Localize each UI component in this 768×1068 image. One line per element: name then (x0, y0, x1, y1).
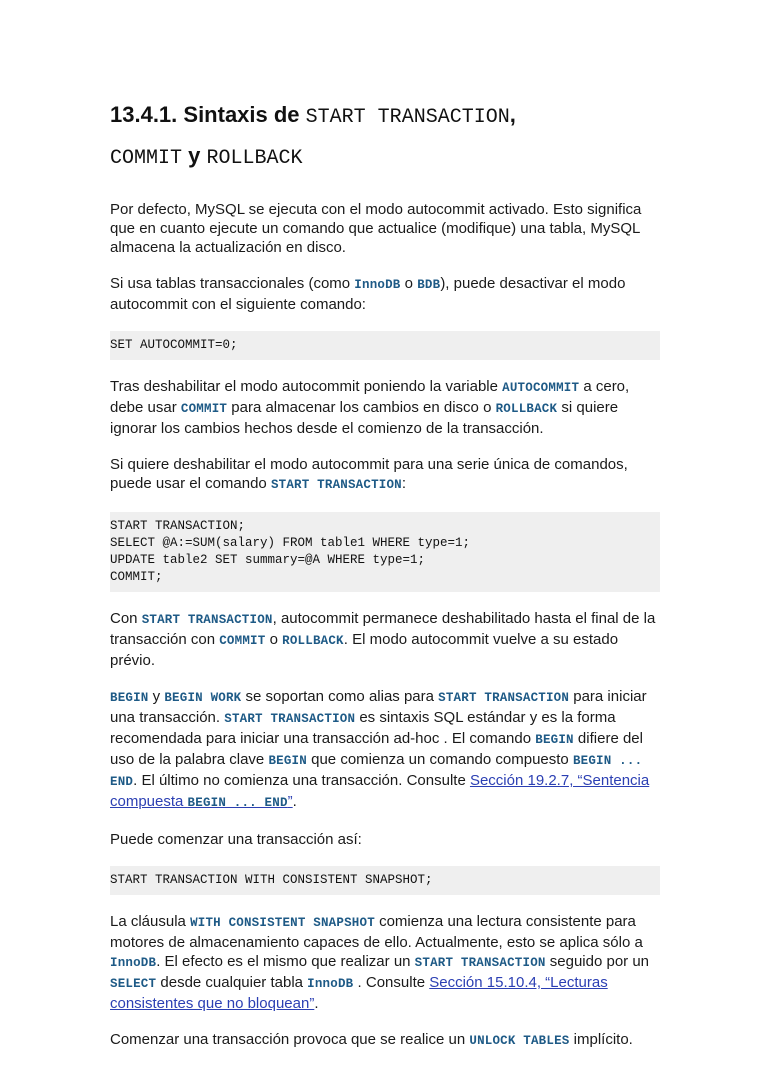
text: seguido por un (545, 953, 650, 970)
text: o (265, 631, 283, 648)
text: Si quiere deshabilitar el modo autocommit para una serie única de comandos, puede usar el comando (110, 456, 628, 492)
link-inline-code: BEGIN ... END (187, 796, 288, 810)
text: comienza una lectura consistente para motores de almacenamiento capaces de ello. Actualmente, esto se aplica sólo a (110, 913, 643, 951)
text: Comenzar una transacción provoca que se realice un (110, 1031, 470, 1048)
paragraph-consistent-snapshot (110, 912, 660, 1013)
link-consistent-reads[interactable]: Sección 15.10.4, “Lecturas consistentes que no bloquean” (110, 974, 608, 1012)
text: Tras deshabilitar el modo autocommit poniendo la variable (110, 378, 503, 395)
paragraph-start-how: Puede comenzar una transacción así: (110, 831, 362, 848)
paragraph-transactional-tables (110, 274, 660, 314)
inline-code: BEGIN (535, 733, 574, 747)
inline-code: COMMIT (219, 634, 266, 648)
heading-separator: y (182, 143, 207, 168)
inline-code: START TRANSACTION (141, 613, 273, 627)
text: , autocommit permanece deshabilitado hasta el final de la transacción con (110, 610, 656, 648)
paragraph-autocommit-disabled (110, 609, 660, 670)
inline-code: AUTOCOMMIT (502, 381, 580, 395)
section-heading (110, 96, 660, 178)
inline-code: InnoDB (110, 956, 157, 970)
text: y (148, 688, 165, 705)
inline-code: START TRANSACTION (414, 956, 546, 970)
inline-code: BDB (417, 278, 441, 292)
text: ), puede desactivar el modo autocommit con el siguiente comando: (110, 275, 626, 313)
text: La cláusula (110, 913, 191, 930)
paragraph-disable-autocommit (110, 377, 660, 438)
paragraph-unlock-tables (110, 1030, 660, 1051)
inline-code: BEGIN (268, 754, 307, 768)
inline-code: ROLLBACK (282, 634, 344, 648)
text: . (292, 793, 297, 810)
inline-code: START TRANSACTION (270, 478, 402, 492)
heading-code-commit: COMMIT (110, 147, 183, 170)
text: si quiere ignorar los cambios hechos desde el comienzo de la transacción. (110, 399, 619, 437)
text: . El efecto es el mismo que realizar un (156, 953, 415, 970)
text: . El último no comienza una transacción. Consulte (133, 772, 470, 789)
inline-code: UNLOCK TABLES (469, 1034, 570, 1048)
inline-code: WITH CONSISTENT SNAPSHOT (190, 916, 375, 930)
text: para almacenar los cambios en disco o (227, 399, 496, 416)
text: desde cualquier tabla (156, 974, 308, 991)
inline-code: ROLLBACK (495, 402, 558, 416)
code-block-consistent-snapshot: START TRANSACTION WITH CONSISTENT SNAPSHOT; (110, 866, 660, 895)
text: Con (110, 610, 142, 627)
inline-code: COMMIT (180, 402, 228, 416)
paragraph-autocommit-default: Por defecto, MySQL se ejecuta con el modo autocommit activado. Esto significa que en cuanto ejecute un comando que actualice (modifique) una tabla, MySQL almacena la actualización en disco. (110, 201, 642, 256)
link-text: Sección 19.2.7, “Sentencia compuesta (110, 772, 650, 810)
code-block-set-autocommit: SET AUTOCOMMIT=0; (110, 331, 660, 360)
document-content (110, 96, 660, 1068)
text: a cero, debe usar (110, 378, 630, 416)
heading-code-rollback: ROLLBACK (206, 147, 303, 170)
inline-code: InnoDB (307, 977, 354, 991)
heading-separator: , (509, 102, 516, 127)
link-text: ” (287, 793, 293, 810)
text: es sintaxis SQL estándar y es la forma recomendada para iniciar una transacción ad-hoc . El comando (110, 709, 616, 747)
paragraph-begin-aliases (110, 687, 660, 813)
paragraph-start-transaction (110, 455, 660, 495)
heading-text: 13.4.1. Sintaxis de (110, 102, 306, 127)
text: Si usa tablas transaccionales (como (110, 275, 355, 292)
inline-code: InnoDB (354, 278, 401, 292)
text: que comienza un comando compuesto (306, 751, 573, 768)
inline-code: BEGIN ... END (110, 754, 643, 789)
text: : (401, 475, 407, 492)
inline-code: SELECT (110, 977, 157, 991)
text: o (400, 275, 418, 292)
inline-code: START TRANSACTION (224, 712, 356, 726)
inline-code: START TRANSACTION (438, 691, 570, 705)
text: para iniciar una transacción. (110, 688, 647, 726)
heading-code-start-transaction: START TRANSACTION (305, 106, 510, 129)
text: se soportan como alias para (241, 688, 439, 705)
text: . Consulte (353, 974, 430, 991)
text: difiere del uso de la palabra clave (110, 730, 643, 768)
inline-code: BEGIN (110, 691, 149, 705)
text: . El modo autocommit vuelve a su estado prévio. (110, 631, 619, 669)
inline-code: BEGIN WORK (164, 691, 242, 705)
code-block-transaction-example: START TRANSACTION; SELECT @A:=SUM(salary) FROM table1 WHERE type=1; UPDATE table2 SET summary=@A WHERE type=1; COMMIT; (110, 512, 660, 592)
text: implícito. (569, 1031, 633, 1048)
text: . (314, 995, 319, 1012)
